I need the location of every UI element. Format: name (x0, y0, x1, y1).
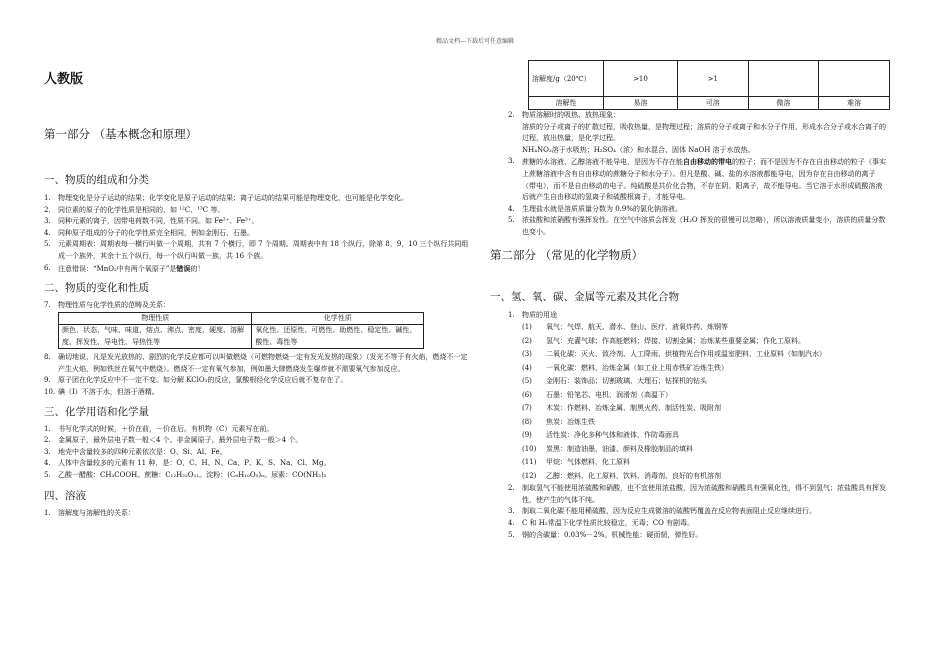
item-text: 确切地说，凡是发光放热的、剧烈的化学反应都可以叫做燃烧（可燃物燃烧一定有发光发热的现象）（发光不等于有火焰，燃烧不一定产生火焰，例如铁丝在氧气中燃烧）。燃烧不一定有氧气参加，例如墨大肆燃烧发生爆炸就不需要氧气参加反应。 (58, 353, 468, 373)
part2-section1-title: 一、氢、氧、碳、金属等元素及其化合物 (490, 290, 679, 303)
item-text: 人体中含量较多的元素有 11 种，是：O、C、H、N、Ca、P、K、S、Na、Cl、Mg。 (58, 459, 331, 468)
list-item (508, 145, 888, 157)
list-item (508, 122, 888, 145)
section1-list (44, 193, 470, 263)
table-header: 物理性质 (59, 312, 252, 325)
section3-title: 三、化学用语和化学量 (44, 405, 149, 418)
list-item (508, 310, 888, 322)
item-text: 溶质的分子或离子的扩散过程，吸收热量，是物理过程；溶质的分子或离子和水分子作用，形成水合分子或水合离子的过程，放出热量，是化学过程。 (522, 122, 886, 143)
list-item (522, 375, 888, 389)
item-number: (11) (522, 458, 537, 467)
list-item (522, 348, 888, 362)
part2-title: 第二部分 （常见的化学物质） (490, 247, 644, 262)
list-item (44, 263, 470, 276)
item-text: 物质的用途 (522, 310, 557, 319)
list-item (522, 389, 888, 403)
item-number: (8) (522, 417, 532, 426)
item-text: 石墨：铅笔芯、电机、润滑剂（高温下） (546, 390, 672, 399)
list-item (44, 447, 470, 459)
item-number: 9. (44, 376, 51, 385)
table-header: 化学性质 (252, 312, 424, 325)
item-number: (4) (522, 363, 532, 372)
item-text: 木炭：作燃料、冶炼金属、制黑火药、制活性炭、吸附剂 (546, 404, 721, 413)
list-item (508, 215, 888, 238)
list-item (44, 375, 470, 387)
item-text: 制取二氧化碳不能用稀硫酸，因为反应生成微溶的硫酸钙覆盖在反应物表面阻止反应继续进行。 (522, 507, 816, 516)
list-item (44, 193, 470, 205)
item-number: (7) (522, 404, 532, 413)
item-text: 钢的含碳量：0.03%－2%。机械性能：硬而韧，弹性好。 (522, 530, 703, 539)
list-item (522, 456, 888, 470)
table-cell: 氧化性、还原性、可燃性、助燃性、稳定性、碱性、酸性、毒性等 (252, 325, 424, 349)
right-column (490, 60, 888, 541)
item-text: 二氧化碳：灭火、致冷剂、人工降雨、供植物光合作用或温室肥料、工业原料（如制汽水） (546, 350, 826, 359)
item-text: 氢气：充灌气球；作高能燃料；焊接、切割金属；冶炼某些重要金属；作化工原料。 (546, 336, 805, 345)
item-number: 1. (508, 310, 515, 319)
list-item (522, 443, 888, 457)
list-item (508, 156, 888, 203)
section4-list (44, 508, 470, 520)
list-item (522, 321, 888, 335)
list-item (508, 110, 888, 122)
item-text: 的！ (190, 264, 205, 273)
section1-title: 一、物质的组成和分类 (44, 174, 149, 186)
list-item (522, 335, 888, 349)
table-cell: >1 (677, 61, 748, 97)
list-item (44, 508, 470, 520)
item-number: 1. (44, 424, 51, 433)
table-cell: 可溶 (677, 97, 748, 110)
item-number: 7. (44, 301, 51, 310)
list-item (44, 387, 470, 399)
list-item (508, 530, 888, 542)
list-item (44, 239, 470, 262)
item-text: 金属原子，最外层电子数一般＜4 个。非金属原子，最外层电子数一般＞4 个。 (58, 436, 303, 445)
section2-title: 二、物质的变化和性质 (44, 282, 149, 295)
solution-list-2 (508, 204, 888, 239)
page-header: 精品文档---下载后可任意编辑 (435, 38, 515, 45)
section2-list (44, 352, 470, 398)
item-number: 5. (508, 216, 515, 225)
item-number: 5. (508, 530, 515, 539)
table-cell (819, 61, 890, 97)
item-number: 2. (44, 436, 51, 445)
list-item (44, 424, 470, 436)
table-cell: >10 (604, 61, 678, 97)
item-number: 8. (44, 353, 51, 362)
item-text: 金刚石：装饰品；切割玻璃、大理石；钻探机的钻头 (546, 377, 707, 386)
item-number: 2. (44, 205, 51, 214)
item-number: 4. (508, 518, 515, 527)
item-number: 3. (44, 447, 51, 456)
item-text: 碘（I）不溶于水，但溶于酒精。 (58, 388, 159, 397)
part1-title: 第一部分 （基本概念和原理） (44, 127, 198, 141)
version-title: 人教版 (44, 72, 84, 87)
item-number: 2. (508, 111, 515, 119)
table-cell: 颜色、状态、气味、味道、熔点、沸点、密度、硬度、溶解度、挥发性、导电性、导热性等 (59, 325, 252, 349)
item-text: 活性炭：净化多种气体和液体，作防毒面具 (546, 431, 679, 440)
item-text: 地壳中含量较多的四种元素依次是：O、Si、Al、Fe。 (58, 447, 227, 456)
item-text: 甲烷：气体燃料、化工原料 (546, 458, 630, 467)
uses-list (508, 321, 888, 483)
item-number: 1. (44, 194, 51, 202)
list-item (522, 470, 888, 484)
item-number: (12) (522, 471, 537, 480)
item-number: (5) (522, 377, 532, 386)
list-item (522, 416, 888, 430)
section4-title: 四、溶液 (44, 489, 86, 502)
item-text: 乙酸一醋酸：CH₃COOH。蔗糖：C₁₂H₂₂O₁₁。淀粉：(C₆H₁₀O₅)ₙ。尿素：CO(NH₂)₂ (58, 471, 327, 479)
list-item (508, 204, 888, 216)
item-number: 5. (44, 471, 51, 479)
item-number: (1) (522, 323, 532, 332)
property-table (58, 312, 424, 350)
item-text: 氧气：气焊、航天、潜水、登山、医疗、液氧炸药、炼钢等 (546, 323, 728, 332)
item-text: 的粒子；而不是因为不存在自由移动的粒子（事实上蔗糖溶液中含有自由移动的蔗糖分子和水分子）。但凡是酸、碱、盐的水溶液都能导电，因为存在自由移动的离子（带电），而不是自由移动的电子。纯硫酸是共价化合物，不存在阴、阳离子，故不能导电。当它溶于水形成硫酸溶液后就产生自由移动的氢离子和硫酸根离子，才能导电。 (522, 158, 886, 202)
item-number: (10) (522, 444, 537, 453)
item-text: 生理盐水就是溶质质量分数为 0.9%的氯化钠溶液。 (522, 204, 683, 213)
item-number: (6) (522, 390, 532, 399)
item-text: 炭黑：制造油墨、油漆、颜料及橡胶制品的填料 (546, 444, 693, 453)
item-text: 蔗糖的水溶液、乙醇溶液不能导电，是因为不存在能 (522, 158, 683, 167)
item-number: 6. (44, 263, 51, 272)
item-text: 浓盐酸和浓硝酸有强挥发性。在空气中溶质会挥发（H₂O 挥发的很慢可以忽略），所以溶液质量变小，溶质的质量分数也变小。 (522, 216, 886, 236)
list-item (522, 362, 888, 376)
item-text: 物理变化是分子运动的结果；化学变化是原子运动的结果；离子运动的结果可能是物理变化，也可能是化学变化。 (58, 194, 408, 202)
table-cell (748, 61, 819, 97)
item-text: 物理性质与化学性质的范畴及关系： (58, 301, 170, 310)
item-text: 元素周期表：周期表每一横行叫做一个周期，共有 7 个横行，即 7 个周期。周期表中有 18 个纵行，除第 8，9，10 三个纵行共同组成一个族外，其余十五个纵行，每一个纵行叫做一族，共 16 个族。 (58, 240, 469, 260)
item-text: 原子团在化学反应中不一定不变。如分解 KClO₃的反应，氯酸根经化学反应后就不复存在了。 (58, 376, 348, 385)
item-number: 4. (44, 459, 51, 468)
solubility-table (528, 60, 890, 110)
item-text: NH₄NO₃溶于水吸热；H₂SO₄（浓）和水混合、固体 NaOH 溶于水放热。 (522, 145, 755, 154)
list-item (44, 300, 470, 312)
list-item (44, 228, 470, 240)
table-cell: 易溶 (604, 97, 678, 110)
item-text: 制取氢气不能使用浓硫酸和硝酸，也不宜使用浓盐酸，因为浓硫酸和硝酸具有强氧化性，得不到氢气；浓盐酸具有挥发性，使产生的气体不纯。 (522, 484, 886, 504)
item-number: (3) (522, 350, 532, 359)
item-text: 同种原子组成的分子的化学性质完全相同，例如金刚石、石墨。 (58, 228, 254, 237)
item-number: 3. (44, 217, 51, 226)
item-text: 注意错误：“MnO₂中有两个氧原子”是 (58, 264, 177, 273)
item-text: 书写化学式的时候，＋价在前，－价在后。有机物（C）元素写在前。 (58, 424, 274, 433)
item-number (508, 145, 522, 157)
item-number: (9) (522, 431, 532, 440)
item-emphasis: 错误 (176, 263, 191, 273)
item-text: 同位素的原子的化学性质是相同的，如 ¹²C、¹³C 等。 (58, 205, 225, 214)
list-item (44, 352, 470, 375)
table-cell: 难溶 (819, 97, 890, 110)
item-number (508, 122, 522, 145)
item-number: 10. (44, 388, 56, 397)
item-text: 同种元素的离子，因带电荷数不同，性质不同。如 Fe²⁺、Fe³⁺。 (58, 217, 259, 226)
section3-list (44, 424, 470, 482)
left-column (44, 60, 470, 519)
solution-list (508, 110, 888, 156)
list-item (44, 216, 470, 228)
item-text: 一氧化碳：燃料、冶炼金属（如工业上用赤铁矿冶炼生铁） (546, 363, 728, 372)
table-cell: 微溶 (748, 97, 819, 110)
item-text: 物质溶解时的吸热、放热现象： (522, 111, 620, 119)
item-number: 3. (508, 507, 515, 516)
item-number: 3. (508, 157, 515, 166)
item-number: 4. (44, 228, 51, 237)
item-text: 乙醇：燃料、化工原料、饮料、消毒剂、良好的有机溶剂 (546, 471, 721, 480)
list-item (508, 483, 888, 506)
item-number: 1. (44, 508, 51, 517)
list-item (522, 429, 888, 443)
item-emphasis: 自由移动的带电 (683, 157, 732, 167)
list-item (522, 402, 888, 416)
list-item (44, 435, 470, 447)
item-text: C 和 H₂常温下化学性质比较稳定，无毒；CO 有剧毒。 (522, 518, 695, 527)
item-number: 5. (44, 240, 51, 249)
item-number: 2. (508, 484, 515, 493)
item-number: 4. (508, 204, 515, 213)
item-text: 溶解度与溶解性的关系： (58, 508, 135, 517)
table-row-label: 溶解度/g（20℃） (529, 61, 604, 97)
list-item (44, 205, 470, 217)
list-item (44, 470, 470, 482)
list-item (44, 458, 470, 470)
item-number: (2) (522, 336, 532, 345)
compound-list (508, 483, 888, 541)
list-item (508, 518, 888, 530)
item-text: 焦炭：冶炼生铁 (546, 417, 595, 426)
list-item (508, 506, 888, 518)
table-row-label: 溶解性 (529, 97, 604, 110)
